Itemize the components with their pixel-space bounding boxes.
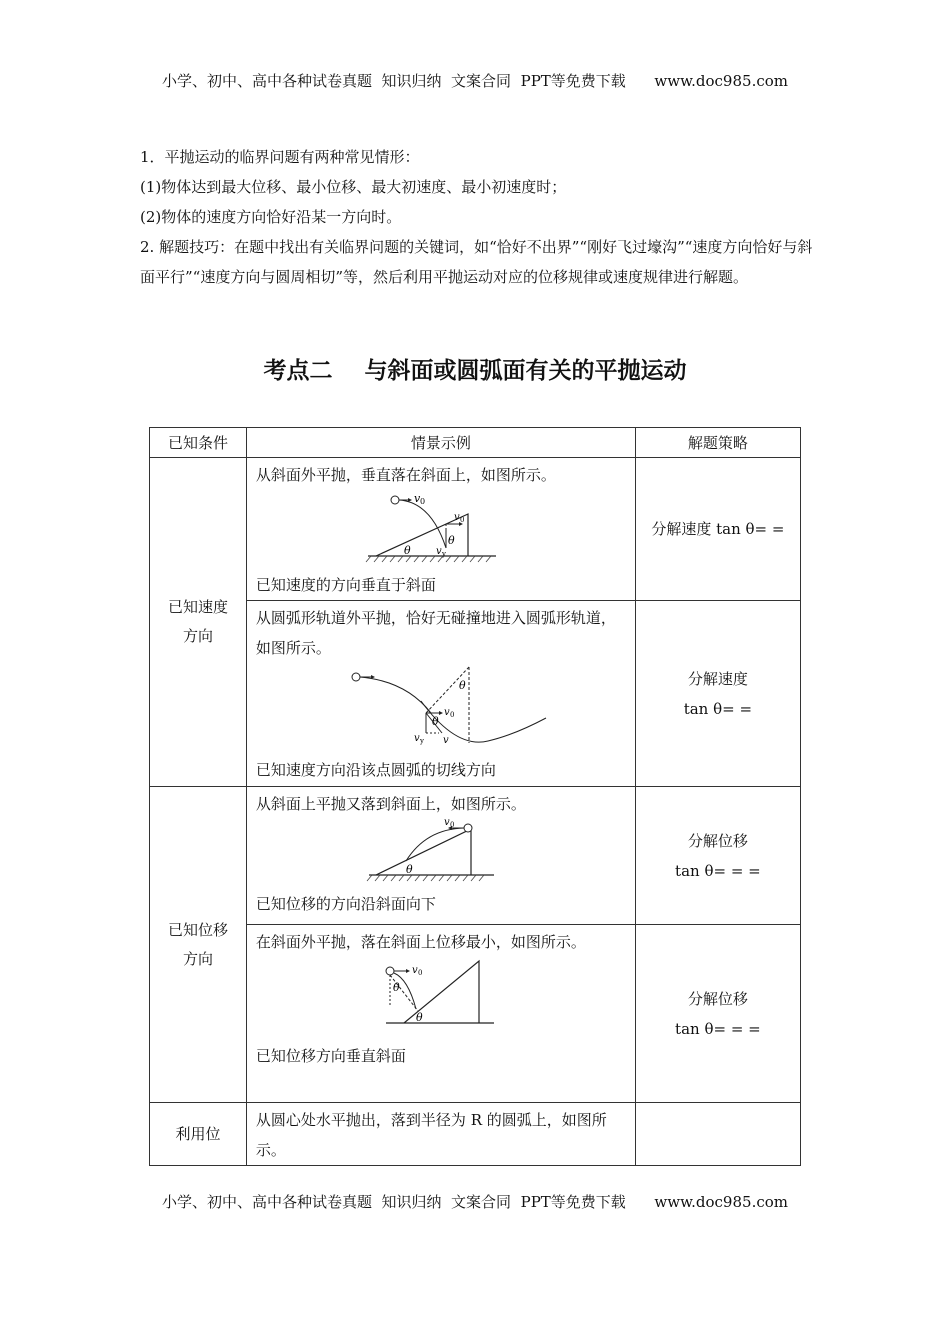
table-row xyxy=(150,458,801,601)
svg-text:0: 0 xyxy=(419,497,426,506)
col-header-scene: 情景示例 xyxy=(246,428,635,458)
scene-note: 已知位移方向垂直斜面 xyxy=(255,1047,406,1065)
svg-text:y: y xyxy=(441,550,446,558)
svg-text:0: 0 xyxy=(449,821,455,829)
table-header-row xyxy=(150,428,801,458)
condition-velocity: 已知速度方向 xyxy=(150,458,247,787)
intro-section xyxy=(140,142,820,292)
scene-note: 已知位移的方向沿斜面向下 xyxy=(255,895,436,913)
strategy-text: 分解位移 xyxy=(687,989,748,1008)
diagram-arc-tangent xyxy=(256,663,626,755)
strategy-text: 分解位移 xyxy=(687,831,748,850)
condition-displacement: 已知位移方向 xyxy=(150,787,247,1103)
strategy-cell xyxy=(635,787,800,925)
scene-cell xyxy=(246,925,635,1103)
strategy-cell xyxy=(635,1103,800,1166)
scene-desc: 在斜面外平抛，落在斜面上位移最小，如图所示。 xyxy=(255,933,586,951)
strategy-formula: tan θ= = xyxy=(683,699,753,718)
svg-text:θ: θ xyxy=(458,679,466,692)
col-header-strategy: 解题策略 xyxy=(635,428,800,458)
strategy-formula: tan θ= = = xyxy=(675,861,761,880)
page-footer: 小学、初中、高中各种试卷真题 知识归纳 文案合同 PPT等免费下载 www.doc985.com xyxy=(161,1193,788,1211)
scene-note: 已知速度的方向垂直于斜面 xyxy=(255,576,436,594)
scene-desc: 从斜面外平抛，垂直落在斜面上，如图所示。 xyxy=(255,466,556,484)
col-header-condition: 已知条件 xyxy=(150,428,247,458)
diagram-perpendicular-landing xyxy=(256,490,626,570)
svg-text:θ: θ xyxy=(447,534,455,547)
table-row xyxy=(150,1103,801,1166)
intro-point-1b: (2)物体的速度方向恰好沿某一方向时。 xyxy=(140,208,402,226)
scene-desc: 从斜面上平抛又落到斜面上，如图所示。 xyxy=(255,795,526,813)
svg-text:v: v xyxy=(435,546,442,557)
scene-cell xyxy=(246,458,635,601)
svg-text:0: 0 xyxy=(449,711,455,719)
scene-cell xyxy=(246,1103,635,1166)
scene-cell xyxy=(246,787,635,925)
scene-cell xyxy=(246,601,635,787)
svg-text:θ: θ xyxy=(415,1011,423,1024)
strategy-cell xyxy=(635,925,800,1103)
strategy-text: 分解速度 tan θ= = xyxy=(651,520,785,538)
intro-point-1a: (1)物体达到最大位移、最小位移、最大初速度、最小初速度时； xyxy=(140,178,567,196)
strategy-cell xyxy=(635,458,800,601)
svg-text:y: y xyxy=(419,737,424,745)
svg-text:v: v xyxy=(442,735,449,746)
diagram-incline-to-incline xyxy=(256,819,626,889)
scene-note: 已知速度方向沿该点圆弧的切线方向 xyxy=(255,761,496,779)
condition-use-displacement: 利用位 xyxy=(150,1103,247,1166)
page-header: 小学、初中、高中各种试卷真题 知识归纳 文案合同 PPT等免费下载 www.doc985.com xyxy=(161,72,788,90)
svg-text:θ: θ xyxy=(392,981,400,994)
table-row xyxy=(150,787,801,925)
method-table xyxy=(149,427,801,1166)
svg-text:v: v xyxy=(413,733,420,744)
section-title: 考点二 与斜面或圆弧面有关的平抛运动 xyxy=(263,358,687,384)
scene-desc: 从圆弧形轨道外平抛，恰好无碰撞地进入圆弧形轨道，如图所示。 xyxy=(255,609,616,657)
diagram-min-displacement xyxy=(256,957,626,1041)
intro-point-1: 1．平抛运动的临界问题有两种常见情形： xyxy=(140,148,420,166)
table-row xyxy=(150,925,801,1103)
strategy-text: 分解速度 xyxy=(687,669,748,688)
svg-text:θ: θ xyxy=(403,544,411,557)
svg-text:v: v xyxy=(453,512,460,523)
svg-text:0: 0 xyxy=(459,516,465,524)
svg-text:0: 0 xyxy=(417,969,423,977)
svg-text:v: v xyxy=(443,819,450,828)
svg-text:v: v xyxy=(413,492,421,505)
strategy-formula: tan θ= = = xyxy=(675,1019,761,1038)
svg-text:v: v xyxy=(443,707,450,718)
strategy-cell xyxy=(635,601,800,787)
scene-desc: 从圆心处水平抛出，落到半径为 R 的圆弧上，如图所示。 xyxy=(255,1111,607,1159)
svg-text:v: v xyxy=(411,965,418,976)
table-row xyxy=(150,601,801,787)
intro-point-2: 2. 解题技巧：在题中找出有关临界问题的关键词，如“恰好不出界”“刚好飞过壕沟”“速度方向恰好与斜面平行”“速度方向与圆周相切”等，然后利用平抛运动对应的位移规律或速度规律进行解题。 xyxy=(140,238,813,286)
svg-text:θ: θ xyxy=(405,863,413,876)
svg-text:θ: θ xyxy=(431,715,439,728)
